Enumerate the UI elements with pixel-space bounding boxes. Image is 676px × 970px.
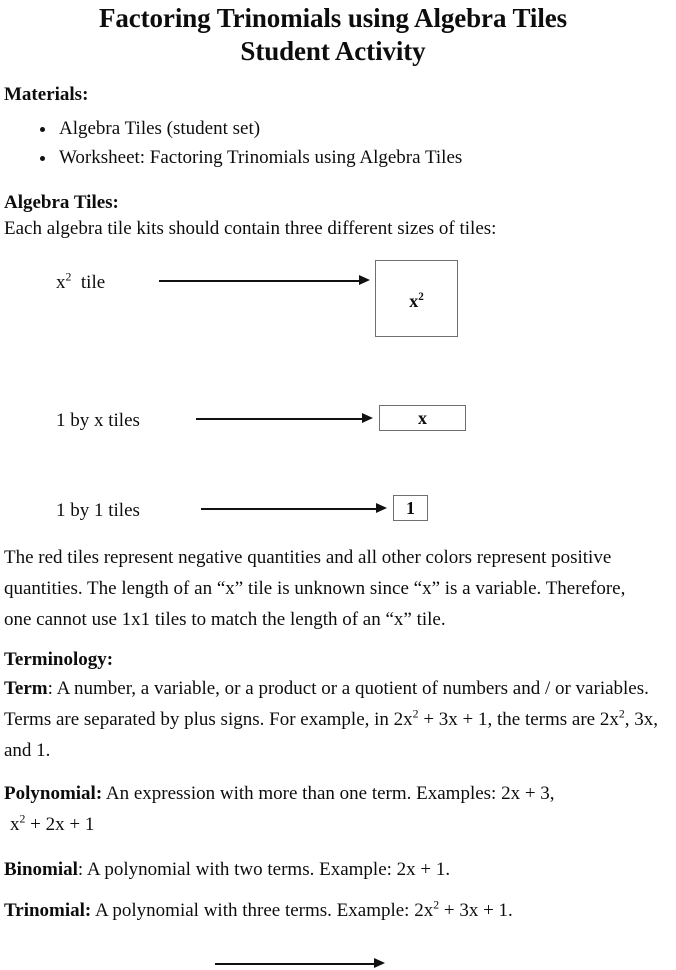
arrow-shaft: [159, 280, 361, 282]
terminology-entry-binomial: [4, 854, 672, 885]
tile-box-x: [379, 405, 466, 431]
paragraph-line: quantities. The length of an “x” tile is unknown since “x” is a variable. Therefore,: [4, 578, 626, 599]
tile-row-label: 1 by 1 tiles: [56, 500, 140, 521]
arrow-shaft: [196, 418, 364, 420]
term-separator: :: [47, 678, 57, 699]
paragraph-line: one cannot use 1x1 tiles to match the length of an “x” tile.: [4, 609, 446, 630]
arrow-to-unit-tile: [201, 503, 387, 514]
tile-box-x-squared: [375, 260, 458, 337]
arrow-head-icon: [374, 958, 385, 968]
term-definition: An expression with more than one term. Examples: 2x + 3,: [105, 783, 555, 804]
arrow-to-x-squared-tile: [159, 275, 370, 286]
arrow-head-icon: [359, 275, 370, 285]
tile-box-label: $x^2$: [409, 290, 424, 311]
materials-list: [4, 114, 672, 172]
materials-item-label: Algebra Tiles (student set): [59, 118, 261, 139]
list-item: [4, 143, 672, 172]
tile-box-label: x: [418, 408, 427, 428]
tile-box-unit: [393, 495, 428, 521]
arrow-to-x-tile: [196, 413, 373, 424]
terminology-entry-polynomial: [4, 778, 672, 840]
paragraph-line: The red tiles represent negative quantities and all other colors represent positive: [4, 547, 612, 568]
tile-row-x: [4, 402, 672, 492]
arrow-head-icon: [376, 503, 387, 513]
tile-row-x-squared: [4, 264, 672, 354]
materials-item-label: Worksheet: Factoring Trinomials using Algebra Tiles: [59, 147, 463, 168]
term-definition: A polynomial with two terms. Example: 2x + 1.: [86, 859, 451, 880]
term-separator: :: [77, 859, 87, 880]
tile-diagram-region: [4, 242, 672, 542]
materials-heading: Materials:: [4, 84, 89, 105]
arrow-head-icon: [362, 413, 373, 423]
algebra-tiles-intro: Each algebra tile kits should contain three different sizes of tiles:: [4, 218, 497, 239]
term-definition: A number, a variable, or a product or a quotient of numbers and / or variables. Terms are separated by plus signs. For example, in $2x^2 + 3x + 1$, the terms are $2x^2$, 3x, and 1.: [4, 678, 659, 761]
tile-box-label: 1: [406, 498, 415, 518]
term-definition: A polynomial with three terms. Example: $2x^2 + 3x + 1$.: [94, 898, 513, 921]
term-label: Term: [4, 678, 48, 699]
arrow-shaft: [215, 963, 376, 965]
title-line-primary: Factoring Trinomials using Algebra Tiles: [98, 3, 568, 33]
page-title: [4, 0, 672, 68]
arrow-shaft: [201, 508, 378, 510]
terminology-entry-term: [4, 673, 672, 766]
tile-row-label: 1 by x tiles: [56, 410, 140, 431]
title-line-secondary: Student Activity: [240, 36, 426, 66]
terminology-heading: Terminology:: [4, 649, 114, 670]
tile-row-label: $x^2$ tile: [56, 270, 106, 293]
term-label: Binomial: [4, 859, 78, 880]
arrow-page-bottom-truncated: [215, 958, 385, 969]
terminology-entry-trinomial: [4, 895, 672, 926]
term-definition-second-line: $x^2 + 2x + 1$: [10, 812, 95, 835]
list-item: [4, 114, 672, 143]
term-label: Trinomial:: [4, 900, 92, 921]
term-label: Polynomial:: [4, 783, 103, 804]
algebra-tiles-heading: Algebra Tiles:: [4, 192, 119, 213]
tile-row-unit: [4, 492, 672, 582]
